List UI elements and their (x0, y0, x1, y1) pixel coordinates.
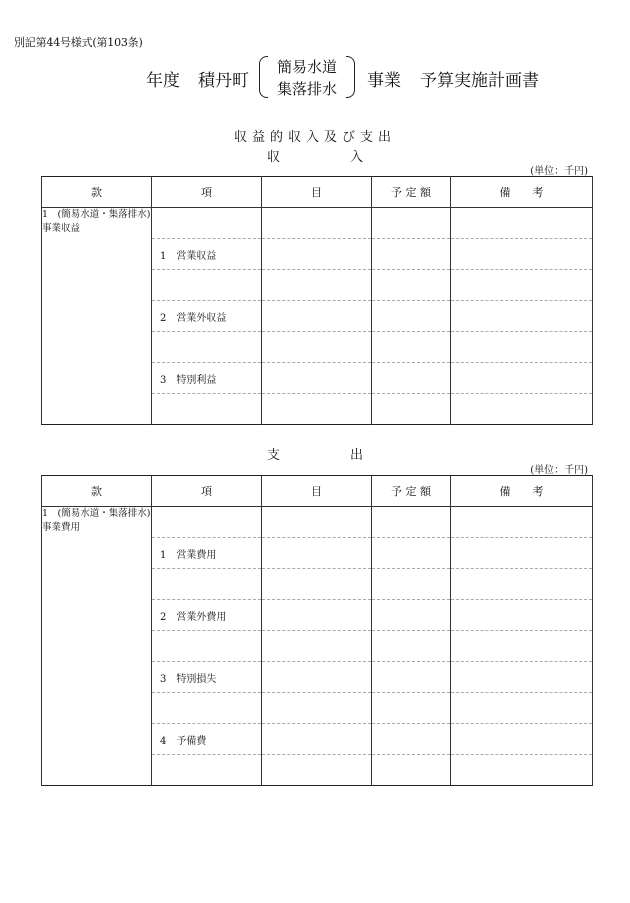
income-sub-right: 入 (350, 150, 364, 165)
income-sub-left: 収 (266, 150, 280, 165)
table-cell[interactable] (451, 239, 593, 270)
table-cell[interactable] (152, 270, 262, 301)
title-plan: 予算実施計画書 (420, 71, 539, 91)
title-town: 積丹町 (198, 71, 249, 91)
form-reference: 別記第44号様式(第103条) (14, 36, 143, 49)
table-cell[interactable] (372, 662, 451, 693)
kan-number: 1 (簡易水道・集落排水) (42, 209, 151, 220)
table-cell[interactable] (262, 569, 372, 600)
table-cell[interactable] (152, 208, 262, 239)
column-header: 目 (262, 177, 372, 208)
table-cell[interactable] (262, 724, 372, 755)
table-cell[interactable] (152, 755, 262, 786)
kan-number: 1 (簡易水道・集落排水) (42, 508, 151, 519)
table-cell[interactable] (451, 332, 593, 363)
kou-label: 1 営業収益 (152, 239, 262, 270)
table-cell[interactable] (372, 270, 451, 301)
unit-label: (単位：千円) (530, 465, 588, 476)
table-cell[interactable] (372, 507, 451, 538)
column-header: 備 考 (451, 476, 593, 507)
table-cell[interactable] (262, 394, 372, 425)
table-cell[interactable] (372, 631, 451, 662)
table-cell[interactable] (262, 755, 372, 786)
table-cell[interactable] (262, 363, 372, 394)
table-cell[interactable] (152, 332, 262, 363)
table-cell[interactable] (152, 631, 262, 662)
expense-table (41, 475, 593, 786)
kou-label: 3 特別損失 (152, 662, 262, 693)
table-cell[interactable] (152, 693, 262, 724)
table-cell[interactable] (372, 755, 451, 786)
table-cell[interactable] (262, 600, 372, 631)
title-year: 年度 (146, 71, 180, 91)
kou-label: 2 営業外収益 (152, 301, 262, 332)
expense-sub-left: 支 (266, 448, 280, 463)
table-cell[interactable] (451, 569, 593, 600)
table-cell[interactable] (262, 693, 372, 724)
table-row (42, 507, 593, 538)
column-header: 項 (152, 476, 262, 507)
table-cell[interactable] (451, 631, 593, 662)
table-cell[interactable] (372, 600, 451, 631)
brace-line-2: 集落排水 (276, 80, 337, 98)
table-cell[interactable] (451, 270, 593, 301)
table-cell[interactable] (262, 208, 372, 239)
expense-sub-right: 出 (350, 448, 364, 463)
table-cell[interactable] (451, 301, 593, 332)
table-cell[interactable] (262, 239, 372, 270)
table-cell[interactable] (451, 600, 593, 631)
table-cell[interactable] (451, 507, 593, 538)
table-row (42, 208, 593, 239)
table-cell[interactable] (262, 538, 372, 569)
table-cell[interactable] (372, 239, 451, 270)
table-cell[interactable] (262, 631, 372, 662)
kou-label: 4 予備費 (152, 724, 262, 755)
column-header: 目 (262, 476, 372, 507)
income-table (41, 176, 593, 425)
table-cell[interactable] (262, 332, 372, 363)
kou-label: 1 営業費用 (152, 538, 262, 569)
document-title (0, 54, 630, 100)
table-cell[interactable] (262, 507, 372, 538)
table-cell[interactable] (372, 363, 451, 394)
table-cell[interactable] (451, 538, 593, 569)
kou-label: 2 営業外費用 (152, 600, 262, 631)
column-header: 備 考 (451, 177, 593, 208)
column-header: 項 (152, 177, 262, 208)
brace-line-1: 簡易水道 (276, 58, 337, 76)
kan-name: 事業費用 (42, 522, 81, 533)
table-cell[interactable] (372, 208, 451, 239)
title-business: 事業 (367, 71, 401, 91)
section-heading: 収益的収入及び支出 (233, 130, 396, 145)
table-cell[interactable] (372, 332, 451, 363)
column-header: 款 (42, 177, 152, 208)
kou-label: 3 特別利益 (152, 363, 262, 394)
table-cell[interactable] (451, 394, 593, 425)
table-cell[interactable] (372, 724, 451, 755)
table-cell[interactable] (451, 363, 593, 394)
table-cell[interactable] (451, 208, 593, 239)
table-cell[interactable] (262, 270, 372, 301)
table-cell[interactable] (372, 301, 451, 332)
table-cell[interactable] (372, 569, 451, 600)
table-cell[interactable] (152, 394, 262, 425)
column-header: 予 定 額 (372, 476, 451, 507)
table-header-row (42, 177, 593, 208)
column-header: 款 (42, 476, 152, 507)
table-cell[interactable] (152, 569, 262, 600)
kan-name: 事業収益 (42, 223, 81, 234)
table-cell[interactable] (262, 662, 372, 693)
table-header-row (42, 476, 593, 507)
table-cell[interactable] (451, 724, 593, 755)
right-bracket-icon (346, 56, 355, 98)
title-brace-group (259, 56, 355, 98)
table-cell[interactable] (451, 693, 593, 724)
table-cell[interactable] (451, 662, 593, 693)
kan-cell (42, 208, 152, 425)
unit-label: (単位：千円) (530, 166, 588, 177)
column-header: 予 定 額 (372, 177, 451, 208)
kan-cell (42, 507, 152, 786)
table-cell[interactable] (372, 538, 451, 569)
table-cell[interactable] (262, 301, 372, 332)
table-cell[interactable] (451, 755, 593, 786)
table-cell[interactable] (152, 507, 262, 538)
table-cell[interactable] (372, 693, 451, 724)
table-cell[interactable] (372, 394, 451, 425)
